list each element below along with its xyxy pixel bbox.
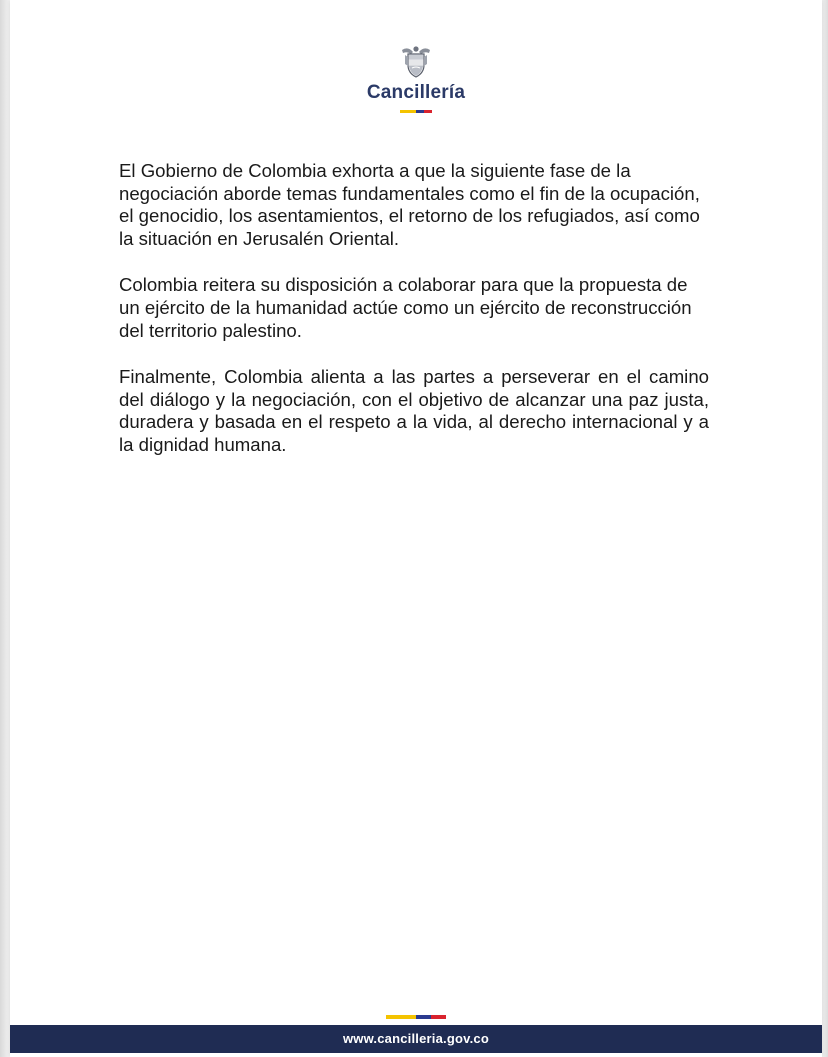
footer-flag-stripe — [10, 1015, 822, 1019]
scan-edge-right — [822, 0, 828, 1057]
coat-of-arms-icon — [399, 44, 433, 80]
paragraph-3: Finalmente, Colombia alienta a las partes a perseverar en el camino del diálogo y la negociación, con el objetivo de alcanzar una paz justa, duradera y basada en el respeto a la vida, al derecho internacional y a la dignidad humana. — [119, 366, 709, 455]
document-page — [10, 0, 822, 1057]
scan-edge-left — [0, 0, 10, 1057]
footer-url: www.cancilleria.gov.co — [342, 1031, 489, 1046]
org-name: Cancillería — [366, 82, 466, 103]
statement-body — [119, 160, 709, 481]
flag-stripe — [10, 110, 822, 113]
letterhead — [10, 44, 822, 113]
paragraph-1: El Gobierno de Colombia exhorta a que la siguiente fase de la negociación aborde temas fundamentales como el fin de la ocupación, el genocidio, los asentamientos, el retorno de los refugiados, así como la situación en Jerusalén Oriental. — [119, 160, 700, 249]
paragraph-2: Colombia reitera su disposición a colaborar para que la propuesta de un ejército de la humanidad actúe como un ejército de reconstrucción del territorio palestino. — [119, 274, 692, 341]
footer-bar — [10, 1025, 822, 1053]
